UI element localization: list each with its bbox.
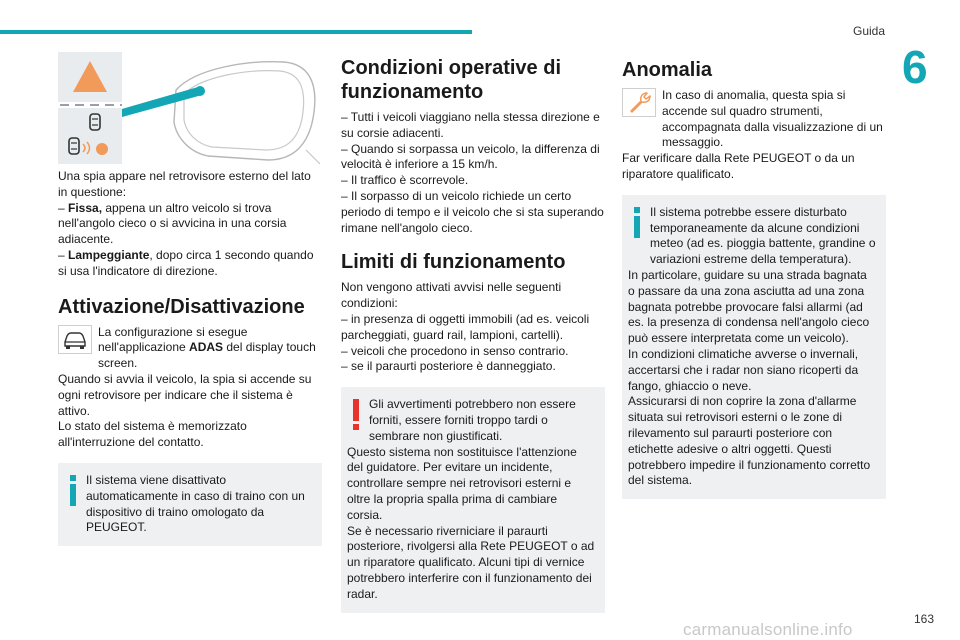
activation-text-1: La configurazione si esegue nell'applicazione ADAS del display touch screen. bbox=[98, 324, 316, 371]
activation-text-2: Quando si avvia il veicolo, la spia si accende su ogni retrovisore per indicare che il sistema è attivo. bbox=[58, 371, 312, 418]
activation-text-3: Lo stato del sistema è memorizzato all'interruzione del contatto. bbox=[58, 419, 247, 450]
warning-note-text-1: Gli avvertimenti potrebbero non essere forniti, essere forniti troppo tardi o sembrare non giustificati. bbox=[369, 397, 576, 443]
wrench-icon bbox=[622, 88, 656, 117]
mirror-figure bbox=[58, 52, 320, 165]
page-number: 163 bbox=[914, 612, 935, 626]
chapter-number: 6 bbox=[902, 41, 928, 93]
heading-activation: Attivazione/Disattivazione bbox=[58, 295, 305, 318]
column-1 bbox=[58, 52, 322, 546]
car-outline-icon bbox=[58, 325, 92, 354]
condition-1: – Tutti i veicoli viaggiano nella stessa direzione e su corsie adiacenti. bbox=[341, 110, 600, 140]
info-icon bbox=[628, 205, 646, 240]
note-text-3: In condizioni climatiche avverse o invernali, accertarsi che i radar non siano ricoperti da fango, ghiaccio o neve. bbox=[628, 346, 859, 393]
info-note bbox=[58, 463, 322, 546]
anomaly-text-2: Far verificare dalla Rete PEUGEOT o da un riparatore qualificato. bbox=[622, 151, 855, 181]
weather-info-note bbox=[622, 195, 886, 499]
column-2 bbox=[341, 52, 605, 613]
limit-1: – in presenza di oggetti immobili (ad es. veicoli parcheggiati, guard rail, lampioni, cartelli). bbox=[341, 311, 590, 342]
side-mirror-icon bbox=[58, 52, 320, 165]
top-accent-bar bbox=[0, 30, 472, 34]
section-label: Guida bbox=[853, 24, 886, 38]
column-3 bbox=[622, 52, 886, 499]
note-text-2: In particolare, guidare su una strada bagnata o passare da una zona asciutta ad una zona bagnata potrebbe provocare falsi allarmi (ad es. la presenza di condensa nell'angolo cieco può essere interpretata come un veicolo). bbox=[628, 267, 870, 346]
heading-anomaly: Anomalia bbox=[622, 59, 713, 81]
condition-2: – Quando si sorpassa un veicolo, la differenza di velocità è inferiore a 15 km/h. bbox=[341, 141, 600, 172]
warning-note-text-2: Questo sistema non sostituisce l'attenzione del guidatore. Per evitare un incidente, controllare sempre nei retrovisori esterni e oltre la propria spalla prima di cambiare corsia. bbox=[347, 444, 577, 522]
info-note-text: Il sistema viene disattivato automaticamente in caso di traino con un dispositivo di traino omologato da PEUGEOT. bbox=[86, 472, 305, 535]
bullet-flashing: – Lampeggiante, dopo circa 1 secondo quando si usa l'indicatore di direzione. bbox=[58, 247, 314, 278]
heading-operating-conditions: Condizioni operative di funzionamento bbox=[341, 57, 562, 103]
warning-note bbox=[341, 387, 605, 612]
info-icon bbox=[64, 473, 82, 508]
condition-4: – Il sorpasso di un veicolo richiede un certo periodo di tempo e il veicolo che si sta superando rimane nell'angolo cieco. bbox=[341, 188, 604, 235]
note-text-4: Assicurarsi di non coprire la zona d'allarme situata sui retrovisori esterni o le zone di rilevamento sul paraurti posteriore con etichette adesive o altri oggetti. Questi potrebbero impedire il funzionamento corretto del sistema. bbox=[628, 394, 871, 488]
warning-note-text-3: Se è necessario riverniciare il paraurti posteriore, rivolgersi alla Rete PEUGEOT o ad un riparatore qualificato. Alcuni tipi di vernice potrebbero interferire con il funzionamento dei radar. bbox=[347, 523, 595, 601]
anomaly-block bbox=[622, 88, 886, 151]
bullet-fixed: – Fissa, appena un altro veicolo si trova nell'angolo cieco o si avvicina in una corsia adiacente. bbox=[58, 200, 287, 247]
activation-block bbox=[58, 325, 322, 372]
condition-3: – Il traffico è scorrevole. bbox=[341, 173, 469, 188]
limit-3: – se il paraurti posteriore è danneggiato. bbox=[341, 359, 556, 374]
watermark: carmanualsonline.info bbox=[683, 620, 853, 639]
note-text-1: Il sistema potrebbe essere disturbato temporaneamente da alcune condizioni meteo (ad es. pioggia battente, grandine o variazioni estreme della temperatura). bbox=[650, 204, 876, 267]
heading-limits: Limiti di funzionamento bbox=[341, 251, 566, 274]
limits-intro: Non vengono attivati avvisi nelle seguenti condizioni: bbox=[341, 280, 562, 311]
exclamation-icon bbox=[347, 397, 365, 432]
limit-2: – veicoli che procedono in senso contrario. bbox=[341, 343, 569, 358]
anomaly-text-1: In caso di anomalia, questa spia si accende sul quadro strumenti, accompagnata dalla visualizzazione di un messaggio. bbox=[662, 88, 883, 150]
intro-text: Una spia appare nel retrovisore esterno del lato in questione: bbox=[58, 169, 311, 199]
